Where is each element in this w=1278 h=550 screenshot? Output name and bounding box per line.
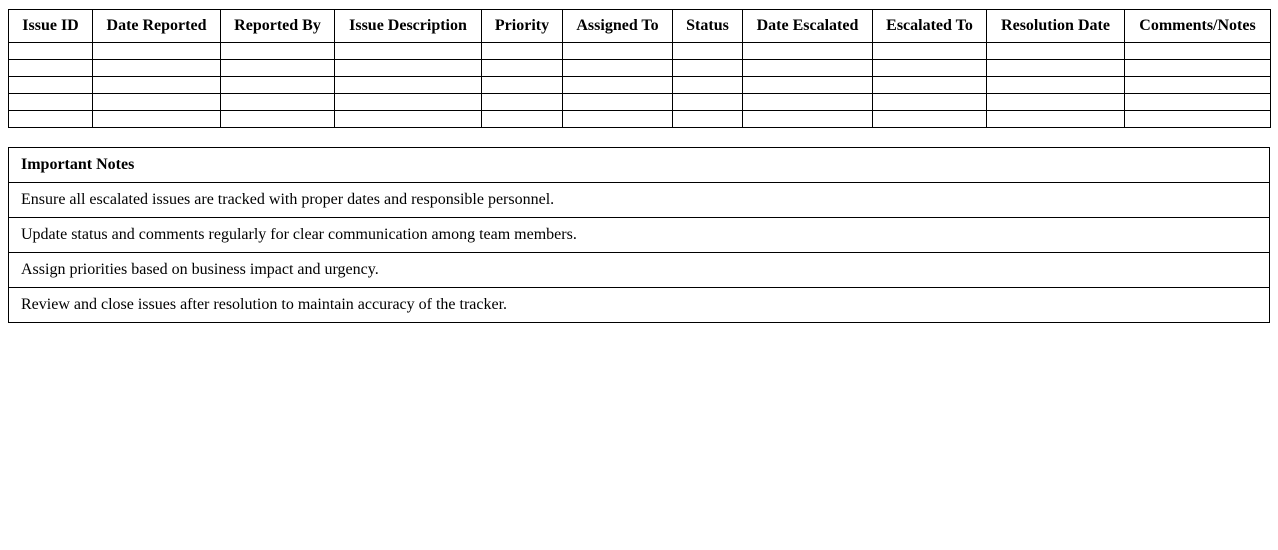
table-cell[interactable]	[335, 77, 482, 94]
table-cell[interactable]	[673, 77, 743, 94]
note-item: Ensure all escalated issues are tracked with proper dates and responsible personnel.	[9, 183, 1270, 218]
note-row	[9, 288, 1270, 323]
note-item: Assign priorities based on business impact and urgency.	[9, 253, 1270, 288]
column-header-date-escalated: Date Escalated	[743, 10, 873, 43]
table-cell[interactable]	[335, 111, 482, 128]
column-header-escalated-to: Escalated To	[873, 10, 987, 43]
table-cell[interactable]	[673, 94, 743, 111]
column-header-resolution-date: Resolution Date	[987, 10, 1125, 43]
table-cell[interactable]	[563, 111, 673, 128]
column-header-assigned-to: Assigned To	[563, 10, 673, 43]
table-cell[interactable]	[93, 77, 221, 94]
table-row	[9, 77, 1271, 94]
table-cell[interactable]	[1125, 77, 1271, 94]
table-cell[interactable]	[9, 77, 93, 94]
column-header-date-reported: Date Reported	[93, 10, 221, 43]
table-cell[interactable]	[873, 94, 987, 111]
table-cell[interactable]	[987, 43, 1125, 60]
table-cell[interactable]	[93, 94, 221, 111]
column-header-issue-id: Issue ID	[9, 10, 93, 43]
table-row	[9, 94, 1271, 111]
table-cell[interactable]	[673, 111, 743, 128]
table-cell[interactable]	[335, 43, 482, 60]
notes-heading-row	[9, 148, 1270, 183]
note-row	[9, 253, 1270, 288]
header-row	[9, 10, 1271, 43]
table-cell[interactable]	[93, 43, 221, 60]
table-cell[interactable]	[9, 94, 93, 111]
table-row	[9, 43, 1271, 60]
table-cell[interactable]	[743, 94, 873, 111]
table-cell[interactable]	[1125, 111, 1271, 128]
table-cell[interactable]	[563, 77, 673, 94]
table-cell[interactable]	[93, 111, 221, 128]
table-cell[interactable]	[743, 111, 873, 128]
table-cell[interactable]	[482, 111, 563, 128]
table-cell[interactable]	[335, 94, 482, 111]
table-cell[interactable]	[873, 60, 987, 77]
table-row	[9, 60, 1271, 77]
table-cell[interactable]	[482, 77, 563, 94]
table-header	[9, 10, 1271, 43]
column-header-reported-by: Reported By	[221, 10, 335, 43]
table-cell[interactable]	[743, 77, 873, 94]
table-cell[interactable]	[563, 43, 673, 60]
table-cell[interactable]	[987, 77, 1125, 94]
table-cell[interactable]	[1125, 60, 1271, 77]
important-notes-table	[8, 147, 1270, 323]
table-cell[interactable]	[743, 43, 873, 60]
notes-heading: Important Notes	[9, 148, 1270, 183]
column-header-issue-description: Issue Description	[335, 10, 482, 43]
table-cell[interactable]	[9, 60, 93, 77]
table-cell[interactable]	[93, 60, 221, 77]
note-row	[9, 183, 1270, 218]
note-item: Review and close issues after resolution to maintain accuracy of the tracker.	[9, 288, 1270, 323]
column-header-status: Status	[673, 10, 743, 43]
table-cell[interactable]	[673, 60, 743, 77]
table-cell[interactable]	[1125, 43, 1271, 60]
table-cell[interactable]	[221, 77, 335, 94]
note-row	[9, 218, 1270, 253]
table-cell[interactable]	[221, 43, 335, 60]
table-cell[interactable]	[987, 94, 1125, 111]
table-cell[interactable]	[673, 43, 743, 60]
table-cell[interactable]	[9, 111, 93, 128]
table-cell[interactable]	[873, 77, 987, 94]
table-cell[interactable]	[563, 60, 673, 77]
table-cell[interactable]	[482, 43, 563, 60]
table-cell[interactable]	[221, 60, 335, 77]
table-cell[interactable]	[221, 94, 335, 111]
table-cell[interactable]	[873, 43, 987, 60]
table-cell[interactable]	[873, 111, 987, 128]
table-cell[interactable]	[987, 111, 1125, 128]
table-body	[9, 43, 1271, 128]
table-cell[interactable]	[482, 94, 563, 111]
table-cell[interactable]	[1125, 94, 1271, 111]
table-cell[interactable]	[482, 60, 563, 77]
note-item: Update status and comments regularly for clear communication among team members.	[9, 218, 1270, 253]
table-cell[interactable]	[335, 60, 482, 77]
column-header-comments-notes: Comments/Notes	[1125, 10, 1271, 43]
table-cell[interactable]	[987, 60, 1125, 77]
table-cell[interactable]	[221, 111, 335, 128]
table-cell[interactable]	[9, 43, 93, 60]
table-row	[9, 111, 1271, 128]
table-cell[interactable]	[743, 60, 873, 77]
table-cell[interactable]	[563, 94, 673, 111]
column-header-priority: Priority	[482, 10, 563, 43]
escalation-tracker-table	[8, 9, 1271, 128]
